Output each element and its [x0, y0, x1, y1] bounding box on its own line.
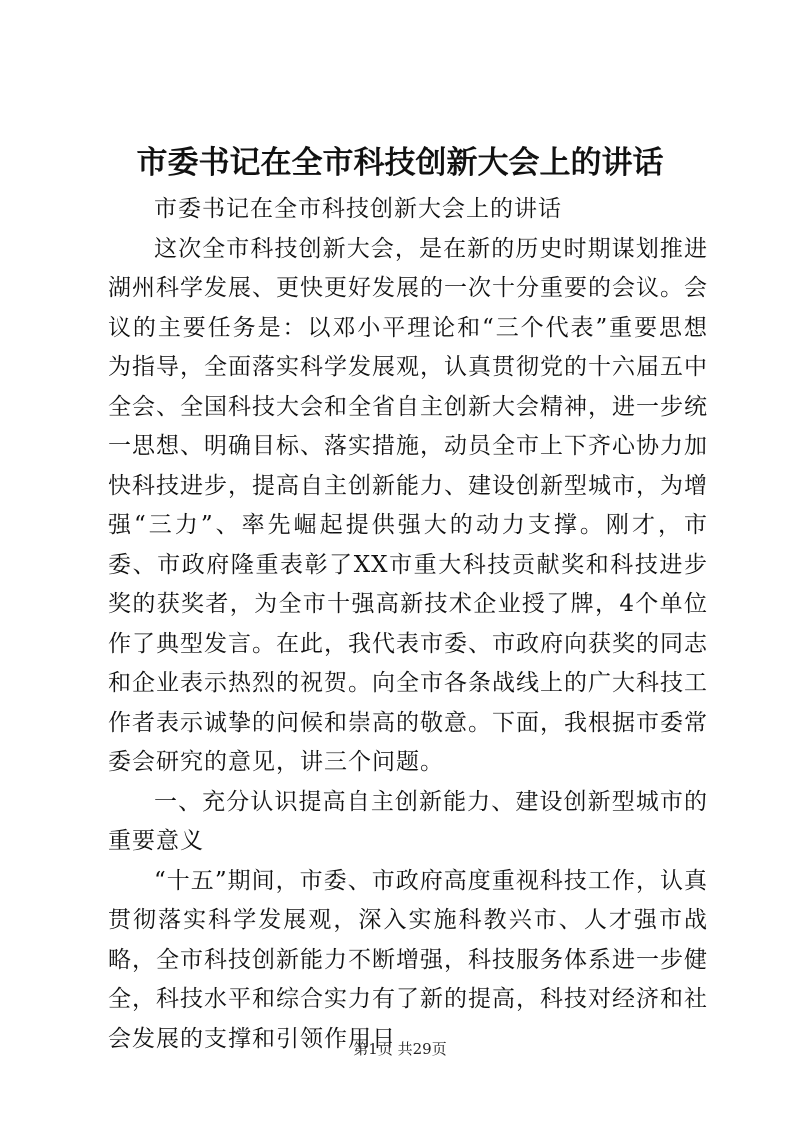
paragraph-body: “十五”期间，市委、市政府高度重视科技工作，认真贯彻落实科学发展观，深入实施科教兴市、人才强市战略，全市科技创新能力不断增强，科技服务体系进一步健全，科技水平和综合实力有了新的提高，科技对经济和社会发展的支撑和引领作用日 [108, 867, 708, 1052]
paragraph-intro: 这次全市科技创新大会，是在新的历史时期谋划推进湖州科学发展、更快更好发展的一次十分重要的会议。会议的主要任务是：以邓小平理论和“三个代表”重要思想为指导，全面落实科学发展观，认真贯彻党的十六届五中全会、全国科技大会和全省自主创新大会精神，进一步统一思想、明确目标、落实措施，动员全市上下齐心协力加快科技进步，提高自主创新能力、建设创新型城市，为增强“三力”、率先崛起提供强大的动力支撑。刚才，市委、市政府隆重表彰了XX市重大科技贡献奖和科技进步奖的获奖者，为全市十强高新技术企业授了牌，4个单位作了典型发言。在此，我代表市委、市政府向获奖的同志和企业表示热烈的祝贺。向全市各条战线上的广大科技工作者表示诚挚的问候和崇高的敬意。下面，我根据市委常委会研究的意见，讲三个问题。 [108, 235, 708, 775]
document-title: 市委书记在全市科技创新大会上的讲话 [136, 145, 664, 181]
paragraph-subtitle: 市委书记在全市科技创新大会上的讲话 [154, 196, 562, 222]
document-body [108, 190, 708, 1059]
page-number: 第1页 共29页 [353, 1040, 447, 1058]
paragraph-section-heading: 一、充分认识提高自主创新能力、建设创新型城市的重要意义 [108, 788, 708, 854]
